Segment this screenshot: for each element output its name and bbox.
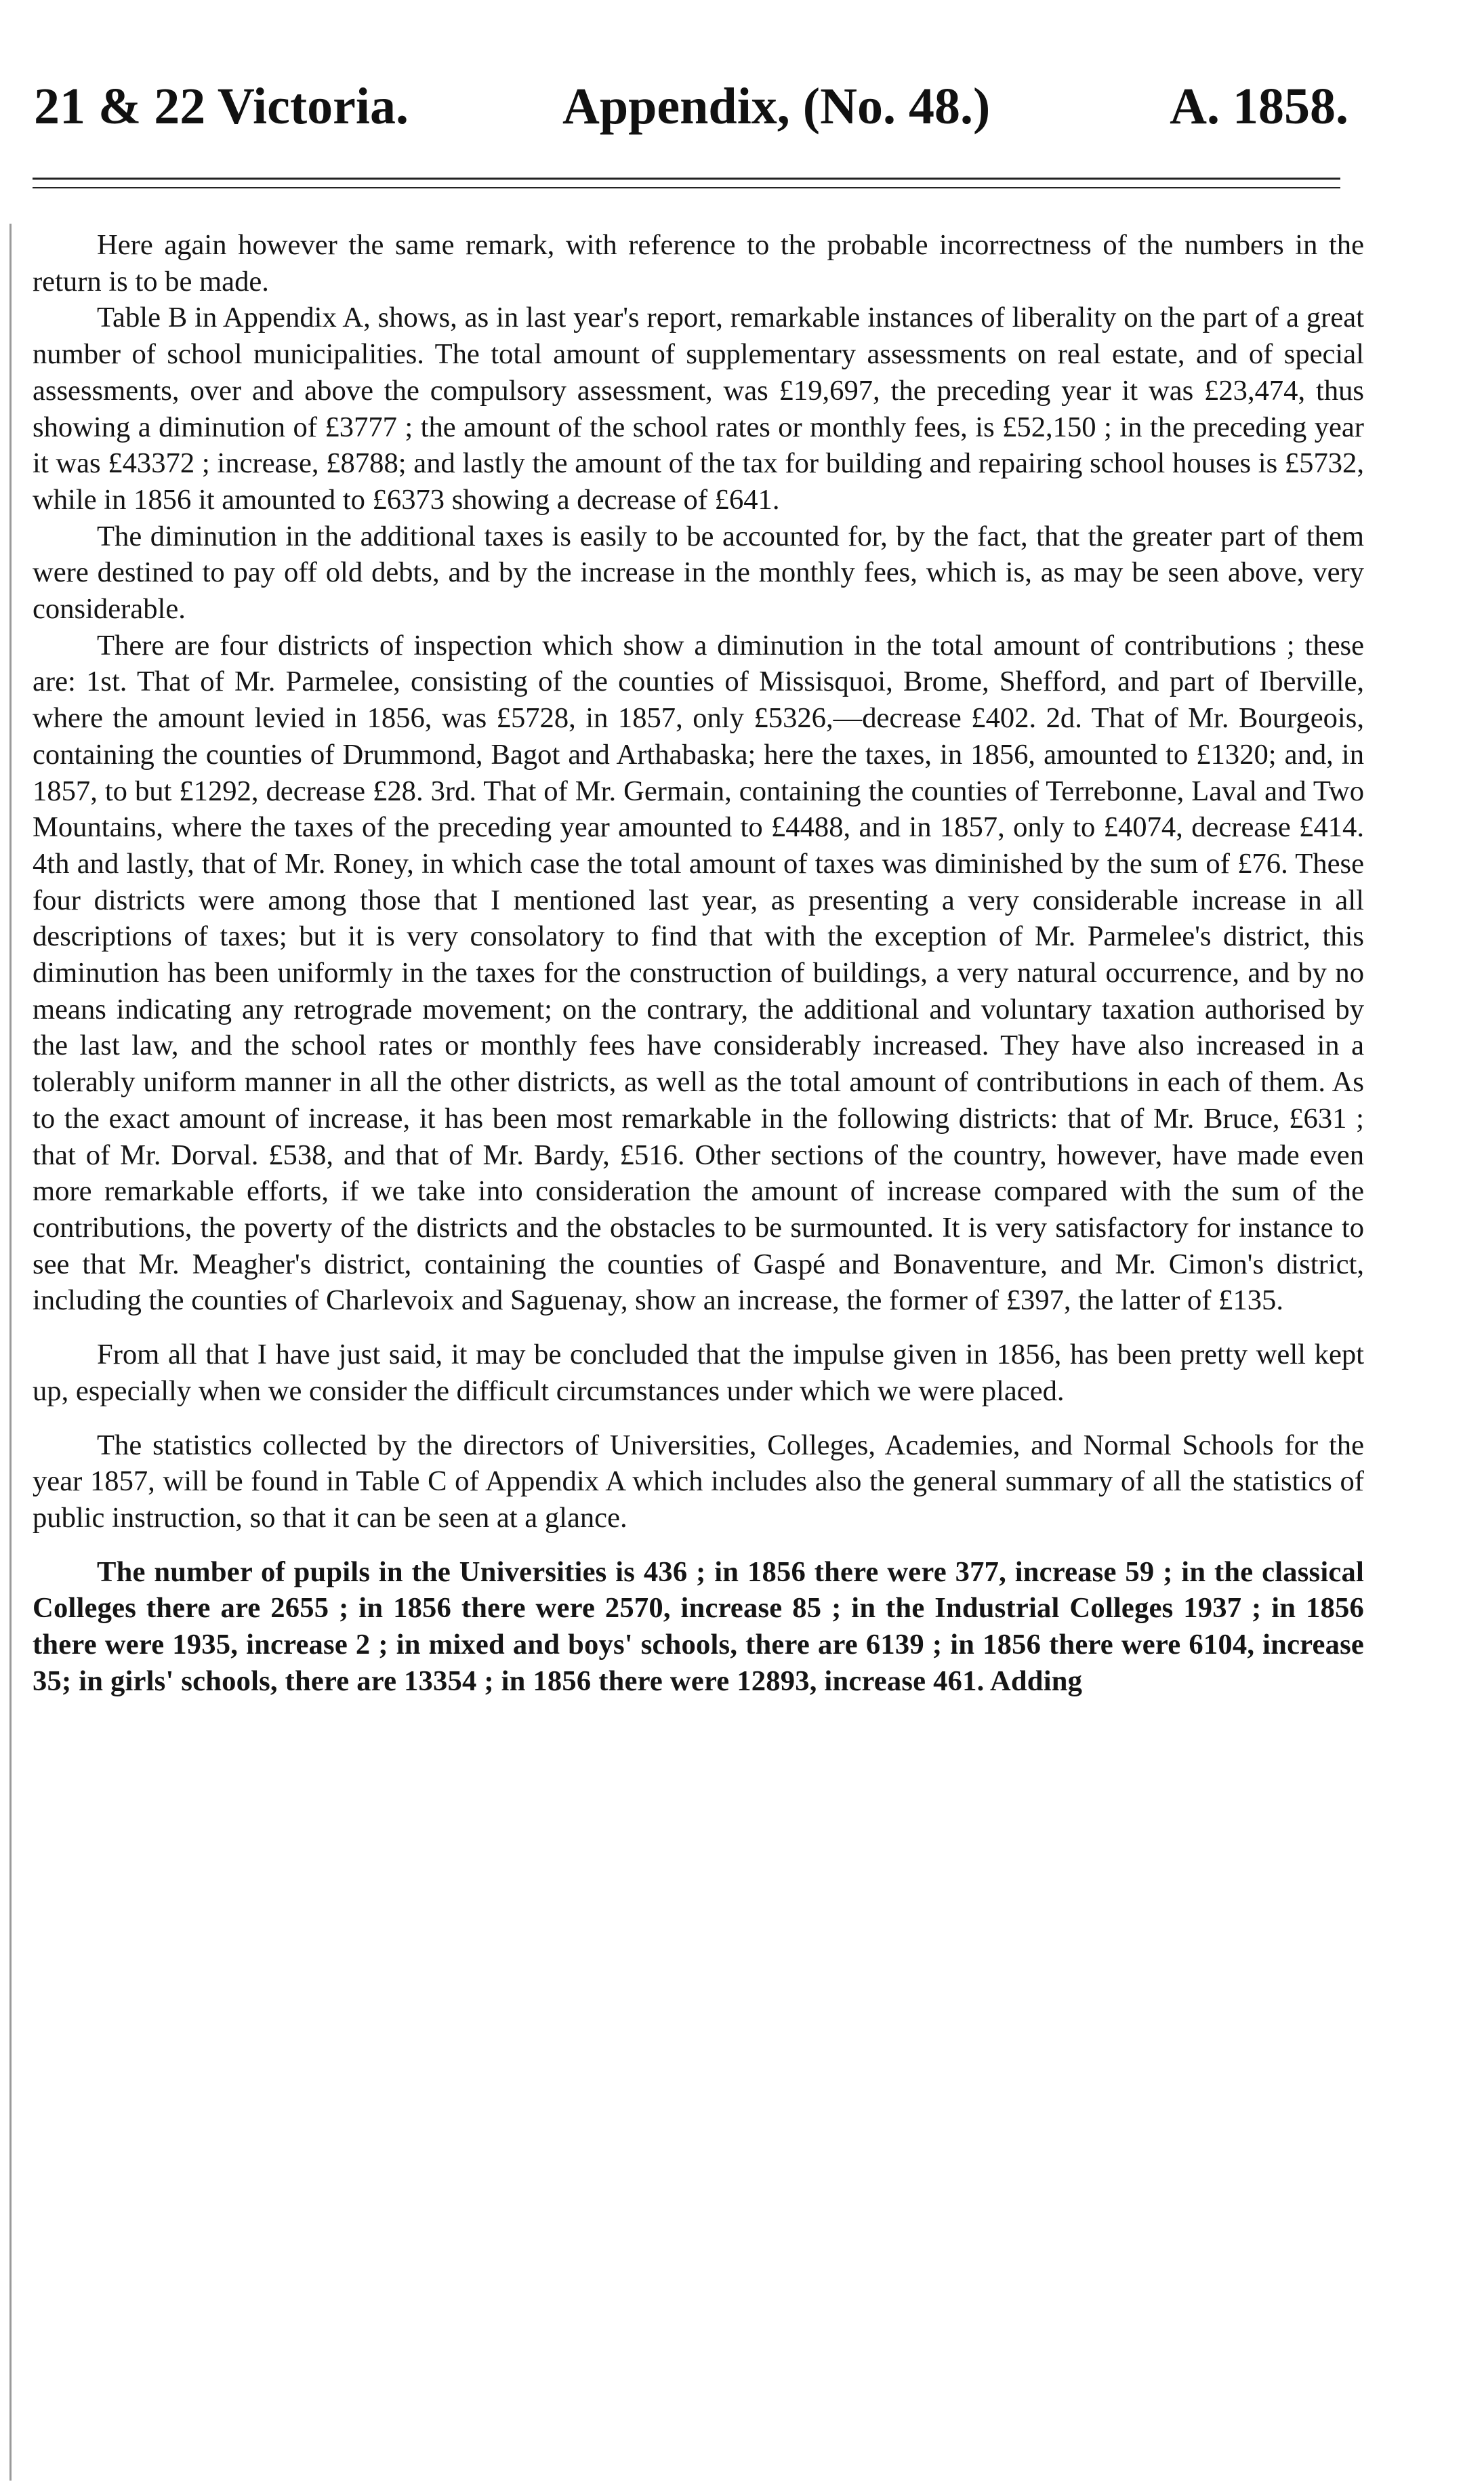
paragraph-impulse: From all that I have just said, it may be concluded that the impulse given in 1856, has been pretty well kept up, especially when we consider the difficult circumstances under which we were placed. (33, 1339, 1364, 1407)
header-year: A. 1858. (1170, 78, 1348, 135)
paragraph-remark: Here again however the same remark, with reference to the probable incorrectness of the numbers in the return is to be made. (33, 229, 1364, 298)
page-header (27, 76, 1376, 137)
header-rule-top (33, 178, 1340, 180)
paragraph-diminution: The diminution in the additional taxes is easily to be accounted for, by the fact, that the greater part of them were destined to pay off old debts, and by the increase in the monthly fees, which is, as may be seen above, very considerable. (33, 520, 1364, 626)
paragraph-statistics: The statistics collected by the directors of Universities, Colleges, Academies, and Normal Schools for the year 1857, will be found in Table C of Appendix A which includes also the general summary of all the statistics of public instruction, so that it can be seen at a glance. (33, 1429, 1364, 1534)
header-rule-bottom (33, 187, 1340, 188)
body-text (33, 227, 1364, 1699)
header-session: 21 & 22 Victoria. (34, 78, 409, 135)
binding-margin-line (9, 224, 12, 2481)
paragraph-districts: There are four districts of inspection which show a diminution in the total amount of contributions ; these are: 1st. That of Mr. Parmelee, consisting of the counties of Missisquoi, Brome, Shefford, and part of Iberville, where the amount levied in 1856, was £5728, in 1857, only £5326,—decrease £402. 2d. That of Mr. Bourgeois, containing the counties of Drummond, Bagot and Arthabaska; here the taxes, in 1856, amounted to £1320; and, in 1857, to but £1292, decrease £28. 3rd. That of Mr. Germain, containing the counties of Terrebonne, Laval and Two Mountains, where the taxes of the preceding year amounted to £4488, and in 1857, only to £4074, decrease £414. 4th and lastly, that of Mr. Roney, in which case the total amount of taxes was diminished by the sum of £76. These four districts were among those that I mentioned last year, as presenting a very considerable increase in all descriptions of taxes; but it is very consolatory to find that with the exception of Mr. Parmelee's district, this diminution has been uniformly in the taxes for the construction of buildings, a very natural occurrence, and by no means indicating any retrograde movement; on the contrary, the additional and voluntary taxation authorised by the last law, and the school rates or monthly fees have considerably increased. They have also increased in a tolerably uniform manner in all the other districts, as well as the total amount of contributions in each of them. As to the exact amount of increase, it has been most remarkable in the following districts: that of Mr. Bruce, £631 ; that of Mr. Dorval. £538, and that of Mr. Bardy, £516. Other sections of the country, however, have made even more remarkable efforts, if we take into consideration the amount of increase compared with the sum of the contributions, the poverty of the districts and the obstacles to be surmounted. It is very satisfactory for instance to see that Mr. Meagher's district, containing the counties of Gaspé and Bonaventure, and Mr. Cimon's district, including the counties of Charlevoix and Saguenay, show an increase, the former of £397, the latter of £135. (33, 629, 1364, 1317)
paragraph-table-b: Table B in Appendix A, shows, as in last year's report, remarkable instances of liberality on the part of a great number of school municipalities. The total amount of supplementary assessments on real estate, and of special assessments, over and above the compulsory assessment, was £19,697, the preceding year it was £23,474, thus showing a diminution of £3777 ; the amount of the school rates or monthly fees, is £52,150 ; in the preceding year it was £43372 ; increase, £8788; and lastly the amount of the tax for building and repairing school houses is £5732, while in 1856 it amounted to £6373 showing a decrease of £641. (33, 302, 1364, 516)
paragraph-pupils: The number of pupils in the Universities is 436 ; in 1856 there were 377, increase 59 ; in the classical Colleges there are 2655 ; in 1856 there were 2570, increase 85 ; in the Industrial Colleges 1937 ; in 1856 there were 1935, increase 2 ; in mixed and boys' schools, there are 6139 ; in 1856 there were 6104, increase 35; in girls' schools, there are 13354 ; in 1856 there were 12893, increase 461. Adding (33, 1555, 1364, 1697)
header-appendix: Appendix, (No. 48.) (562, 78, 991, 135)
